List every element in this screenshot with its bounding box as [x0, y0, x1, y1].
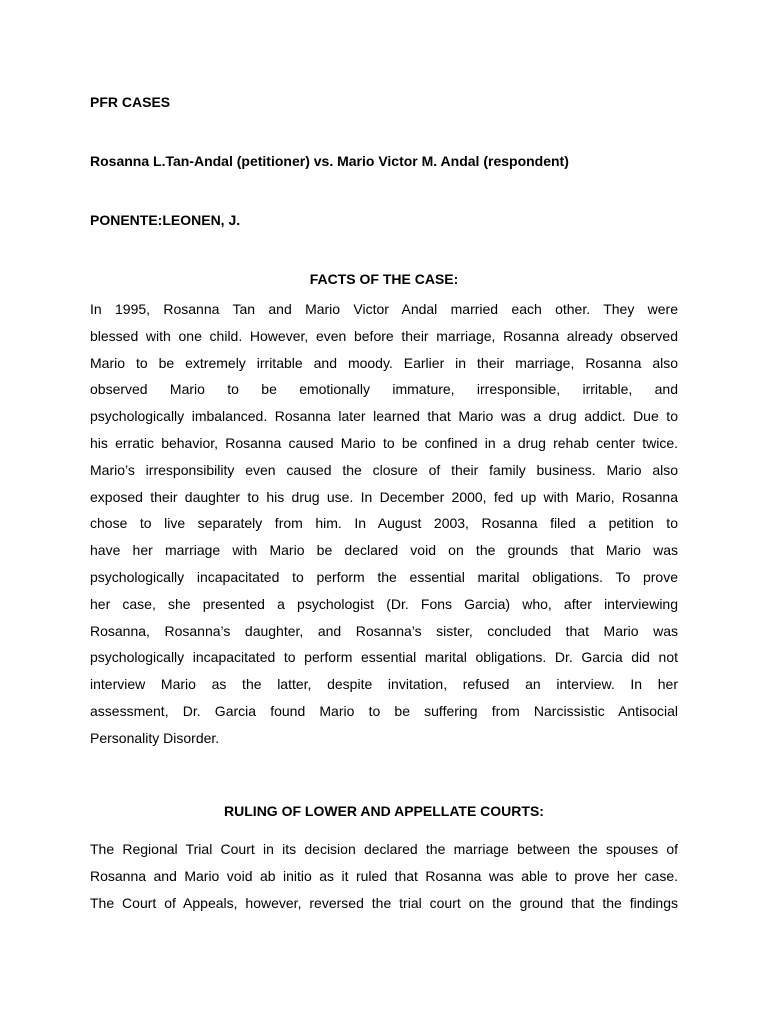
- paragraph-line: Rosanna and Mario void ab initio as it ruled that Rosanna was able to prove her case.: [90, 867, 678, 884]
- paragraph-line: her case, she presented a psychologist (Dr. Fons Garcia) who, after interviewing: [90, 595, 678, 612]
- paragraph-line: psychologically imbalanced. Rosanna later learned that Mario was a drug addict. Due to: [90, 408, 678, 425]
- paragraph-line: psychologically incapacitated to perform essential marital obligations. Dr. Garcia did not: [90, 649, 678, 666]
- paragraph-line: Mario’s irresponsibility even caused the closure of their family business. Mario also: [90, 461, 678, 478]
- paragraph-line: observed Mario to be emotionally immature, irresponsible, irritable, and: [90, 381, 678, 398]
- ponente: PONENTE:LEONEN, J.: [90, 212, 241, 228]
- paragraph-line: his erratic behavior, Rosanna caused Mario to be confined in a drug rehab center twice.: [90, 434, 678, 451]
- paragraph-line: assessment, Dr. Garcia found Mario to be suffering from Narcissistic Antisocial: [90, 702, 678, 719]
- paragraph-line: Personality Disorder.: [90, 729, 220, 746]
- paragraph-line: have her marriage with Mario be declared void on the grounds that Mario was: [90, 542, 678, 559]
- facts-paragraph: [90, 296, 678, 752]
- case-title: Rosanna L.Tan-Andal (petitioner) vs. Mario Victor M. Andal (respondent): [90, 153, 569, 169]
- paragraph-line: Mario to be extremely irritable and moody. Earlier in their marriage, Rosanna also: [90, 354, 678, 371]
- facts-heading: FACTS OF THE CASE:: [309, 271, 459, 287]
- paragraph-line: interview Mario as the latter, despite invitation, refused an interview. In her: [90, 676, 678, 693]
- paragraph-line: blessed with one child. However, even before their marriage, Rosanna already observed: [90, 327, 678, 344]
- paragraph-line: exposed their daughter to his drug use. In December 2000, fed up with Mario, Rosanna: [90, 488, 678, 505]
- paragraph-line: The Court of Appeals, however, reversed the trial court on the ground that the findings: [90, 894, 678, 911]
- paragraph-line: The Regional Trial Court in its decision declared the marriage between the spouses of: [90, 841, 678, 857]
- paragraph-line: In 1995, Rosanna Tan and Mario Victor Andal married each other. They were: [90, 301, 678, 317]
- document-title: PFR CASES: [90, 94, 171, 110]
- paragraph-line: Rosanna, Rosanna’s daughter, and Rosanna’s sister, concluded that Mario was: [90, 622, 678, 639]
- paragraph-line: psychologically incapacitated to perform the essential marital obligations. To prove: [90, 568, 678, 585]
- paragraph-line: chose to live separately from him. In August 2003, Rosanna filed a petition to: [90, 515, 678, 532]
- ruling-heading: RULING OF LOWER AND APPELLATE COURTS:: [224, 803, 544, 819]
- ruling-paragraph: [90, 836, 678, 916]
